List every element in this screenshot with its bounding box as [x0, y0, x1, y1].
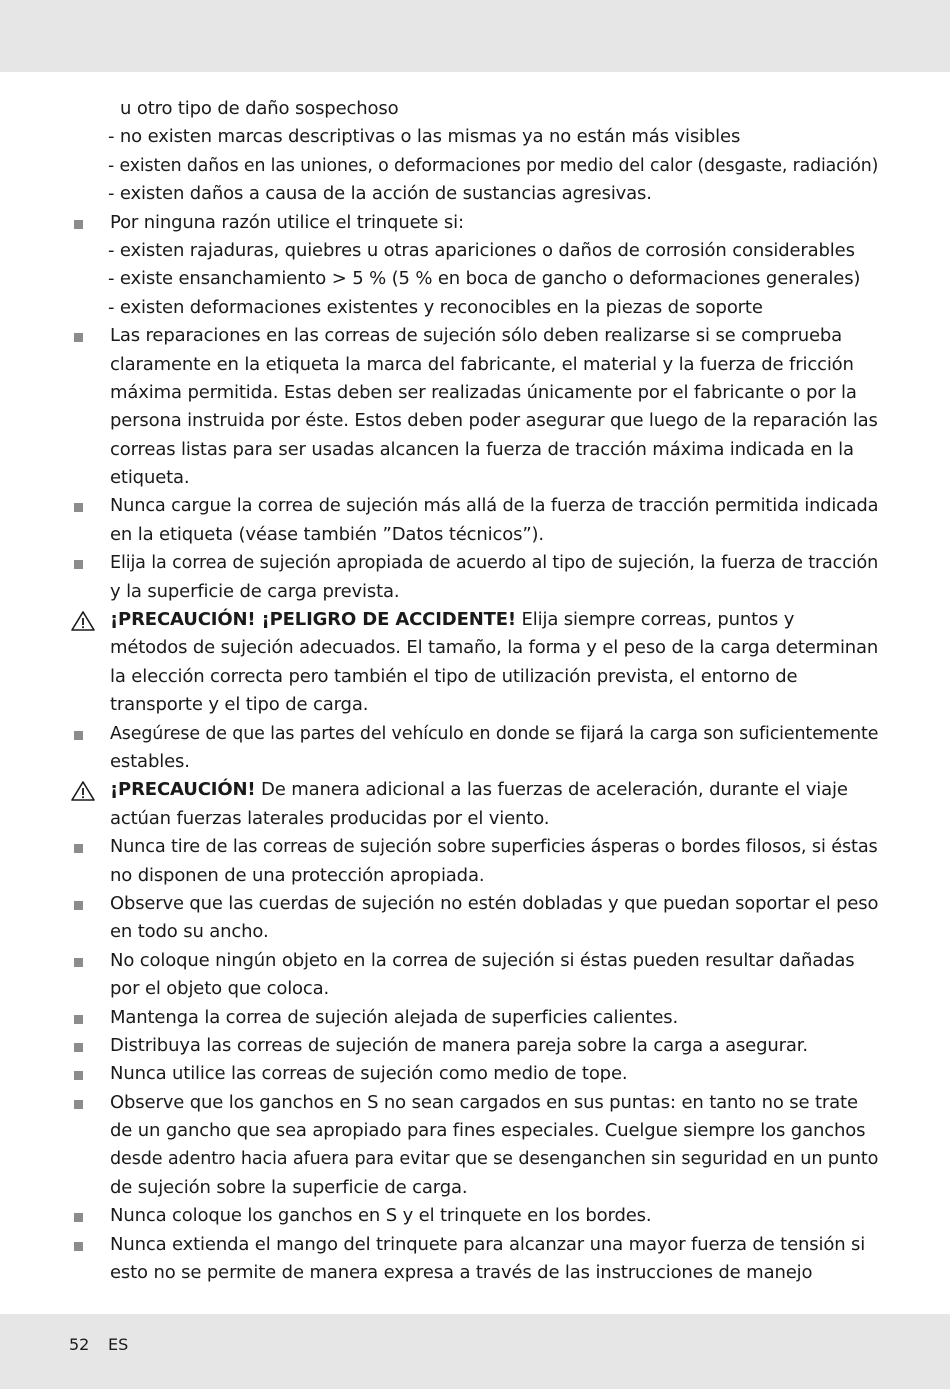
line-text: Nunca extienda el mango del trinquete para alcanzar una mayor fuerza de tensión si	[110, 1233, 866, 1255]
bullet-continuation	[0, 379, 950, 407]
line-text: Las reparaciones en las correas de sujeción sólo deben realizarse si se comprueba	[110, 325, 843, 347]
warning-continuation	[0, 805, 950, 833]
line-text: - existen rajaduras, quiebres u otras apariciones o daños de corrosión considerables	[108, 239, 855, 261]
warning-label: ¡PRECAUCIÓN!	[110, 779, 256, 801]
line-text: desde adentro hacia afuera para evitar que se desenganchen sin seguridad en un punto	[110, 1148, 879, 1170]
line-text: en todo su ancho.	[110, 921, 269, 943]
line-text: actúan fuerzas laterales producidas por el viento.	[110, 807, 550, 829]
line-text: Elija la correa de sujeción apropiada de acuerdo al tipo de sujeción, la fuerza de tracción	[110, 552, 879, 574]
dash-list-item	[0, 180, 950, 208]
line-text: - existen deformaciones existentes y reconocibles en la piezas de soporte	[108, 296, 763, 318]
line-text: la elección correcta pero también el tipo de utilización prevista, el entorno de	[110, 665, 798, 687]
line-text: de un gancho que sea apropiado para fines especiales. Cuelgue siempre los ganchos	[110, 1120, 866, 1142]
line-text: - existen daños a causa de la acción de sustancias agresivas.	[108, 183, 652, 205]
bullet-continuation	[0, 407, 950, 435]
bullet-continuation	[0, 748, 950, 776]
warning-continuation	[0, 663, 950, 691]
bullet-list-item	[0, 720, 950, 748]
line-text: por el objeto que coloca.	[110, 978, 330, 1000]
line-text: u otro tipo de daño sospechoso	[120, 98, 399, 119]
header-band	[0, 0, 950, 72]
line-text: Nunca utilice las correas de sujeción como medio de tope.	[110, 1063, 628, 1085]
bullet-list-item	[0, 492, 950, 520]
square-bullet-icon	[74, 901, 83, 910]
bullet-continuation	[0, 975, 950, 1003]
line-text: Nunca coloque los ganchos en S y el trinquete en los bordes.	[110, 1205, 652, 1227]
bullet-list-item	[0, 322, 950, 350]
bullet-continuation	[0, 521, 950, 549]
line-text: Observe que las cuerdas de sujeción no estén dobladas y que puedan soportar el peso	[110, 892, 879, 914]
line-text: transporte y el tipo de carga.	[110, 694, 369, 716]
square-bullet-icon	[74, 844, 83, 853]
bullet-list-item	[0, 1004, 950, 1032]
square-bullet-icon	[74, 503, 83, 512]
line-text: - existe ensanchamiento > 5 % (5 % en boca de gancho o deformaciones generales)	[108, 268, 861, 290]
line-text: de sujeción sobre la superficie de carga.	[110, 1176, 468, 1198]
line-text: en la etiqueta (véase también ”Datos técnicos”).	[110, 523, 544, 545]
bullet-list-item	[0, 549, 950, 577]
warning-item	[0, 776, 950, 804]
line-text: máxima permitida. Estas deben ser realizadas únicamente por el fabricante o por la	[110, 381, 857, 403]
line-text: - no existen marcas descriptivas o las mismas ya no están más visibles	[108, 126, 741, 148]
square-bullet-icon	[74, 1100, 83, 1109]
warning-text	[110, 776, 848, 804]
line-text: De manera adicional a las fuerzas de aceleración, durante el viaje	[255, 779, 848, 801]
page-number: 52	[69, 1335, 90, 1354]
line-text: estables.	[110, 750, 190, 772]
bullet-continuation	[0, 578, 950, 606]
bullet-continuation	[0, 1117, 950, 1145]
bullet-list-item	[0, 1089, 950, 1117]
warning-icon	[70, 780, 96, 802]
square-bullet-icon	[74, 1242, 83, 1251]
dash-list-item	[0, 237, 950, 265]
line-text: Asegúrese de que las partes del vehículo en donde se fijará la carga son suficientemente	[110, 722, 879, 744]
bullet-list-item	[0, 209, 950, 237]
square-bullet-icon	[74, 560, 83, 569]
bullet-list-item	[0, 1032, 950, 1060]
warning-continuation	[0, 691, 950, 719]
line-text: persona instruida por éste. Estos deben poder asegurar que luego de la reparación las	[110, 410, 878, 432]
dash-list-item	[0, 294, 950, 322]
bullet-list-item	[0, 1202, 950, 1230]
bullet-continuation	[0, 862, 950, 890]
line-text: Nunca tire de las correas de sujeción sobre superficies ásperas o bordes filosos, si éstas	[110, 836, 878, 858]
document-body	[0, 95, 950, 1287]
bullet-continuation	[0, 351, 950, 379]
bullet-list-item	[0, 890, 950, 918]
bullet-continuation	[0, 464, 950, 492]
line-text: no disponen de una protección apropiada.	[110, 864, 485, 886]
line-text: esto no se permite de manera expresa a través de las instrucciones de manejo	[110, 1262, 813, 1284]
line-text: Mantenga la correa de sujeción alejada de superficies calientes.	[110, 1006, 679, 1028]
square-bullet-icon	[74, 1213, 83, 1222]
square-bullet-icon	[74, 1071, 83, 1080]
warning-icon	[70, 610, 96, 632]
bullet-continuation	[0, 1174, 950, 1202]
language-code: ES	[108, 1335, 129, 1354]
warning-continuation	[0, 634, 950, 662]
bullet-list-item	[0, 947, 950, 975]
square-bullet-icon	[74, 958, 83, 967]
bullet-continuation	[0, 918, 950, 946]
warning-text	[110, 606, 794, 634]
line-text: Observe que los ganchos en S no sean cargados en sus puntas: en tanto no se trate	[110, 1091, 858, 1113]
dash-list-item	[0, 265, 950, 293]
line-text: Por ninguna razón utilice el trinquete si:	[110, 211, 464, 233]
line-text: Elija siempre correas, puntos y	[515, 609, 795, 631]
square-bullet-icon	[74, 220, 83, 229]
bullet-list-item	[0, 833, 950, 861]
square-bullet-icon	[74, 731, 83, 740]
bullet-list-item	[0, 1060, 950, 1088]
line-text: Distribuya las correas de sujeción de manera pareja sobre la carga a asegurar.	[110, 1034, 808, 1056]
line-text: claramente en la etiqueta la marca del fabricante, el material y la fuerza de fricción	[110, 353, 854, 375]
bullet-list-item	[0, 1231, 950, 1259]
warning-item	[0, 606, 950, 634]
warning-label: ¡PRECAUCIÓN! ¡PELIGRO DE ACCIDENTE!	[110, 609, 516, 631]
bullet-continuation	[0, 1259, 950, 1287]
line-text: y la superficie de carga prevista.	[110, 580, 400, 602]
line-text: correas listas para ser usadas alcancen la fuerza de tracción máxima indicada en la	[110, 438, 854, 460]
line-text: etiqueta.	[110, 467, 190, 489]
bullet-continuation	[0, 1145, 950, 1173]
dash-list-item	[0, 152, 950, 180]
dash-list-item	[0, 123, 950, 151]
line-text: No coloque ningún objeto en la correa de sujeción si éstas pueden resultar dañadas	[110, 949, 855, 971]
square-bullet-icon	[74, 1043, 83, 1052]
square-bullet-icon	[74, 333, 83, 342]
footer-band	[0, 1314, 950, 1389]
line-text: Nunca cargue la correa de sujeción más allá de la fuerza de tracción permitida indicada	[110, 495, 879, 517]
line-text: métodos de sujeción adecuados. El tamaño, la forma y el peso de la carga determinan	[110, 637, 879, 659]
line-text: - existen daños en las uniones, o deformaciones por medio del calor (desgaste, radiación)	[108, 154, 879, 176]
square-bullet-icon	[74, 1015, 83, 1024]
bullet-continuation	[0, 436, 950, 464]
continuation-line	[0, 95, 950, 123]
